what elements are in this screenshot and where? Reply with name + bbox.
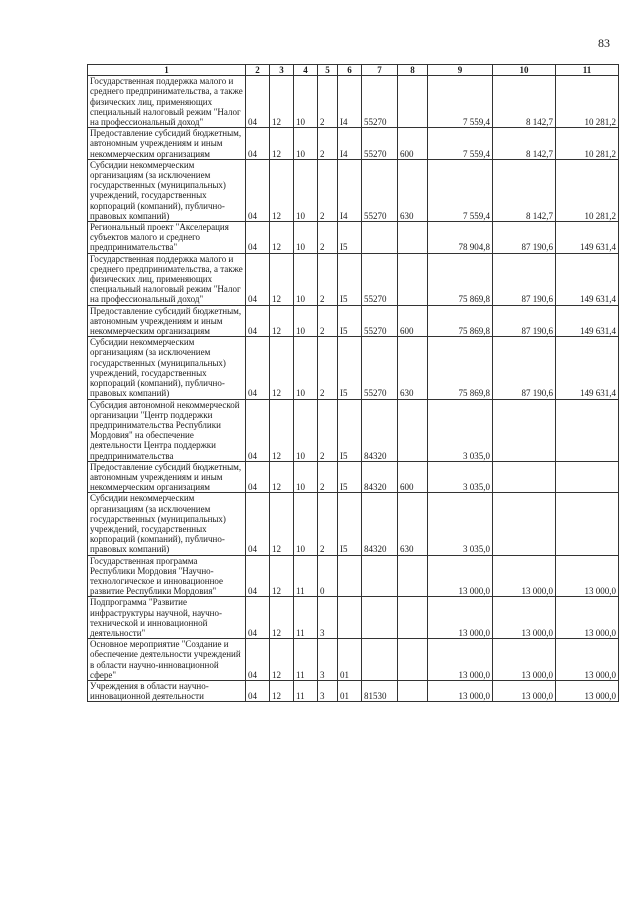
col-7-cell: 55270 xyxy=(362,305,398,337)
col-8-cell xyxy=(398,399,428,461)
col-2-cell: 04 xyxy=(246,493,270,555)
col-9-amount-cell: 7 559,4 xyxy=(428,128,493,160)
col-5-cell: 2 xyxy=(318,461,338,493)
column-header: 4 xyxy=(294,65,318,76)
col-8-cell xyxy=(398,555,428,597)
col-2-cell: 04 xyxy=(246,222,270,254)
col-8-cell xyxy=(398,253,428,305)
row-name-cell: Государственная поддержка малого и среднего предпринимательства, а также физических лиц, применяющих специальный налоговый режим "Налог на профессиональный доход" xyxy=(88,76,246,128)
col-4-cell: 10 xyxy=(294,305,318,337)
col-3-cell: 12 xyxy=(270,128,294,160)
table-row xyxy=(88,639,619,681)
col-5-cell: 3 xyxy=(318,639,338,681)
col-7-cell: 55270 xyxy=(362,337,398,399)
table-header-row xyxy=(88,65,619,76)
col-3-cell: 12 xyxy=(270,253,294,305)
col-2-cell: 04 xyxy=(246,461,270,493)
table-row xyxy=(88,305,619,337)
col-5-cell: 3 xyxy=(318,597,338,639)
col-6-cell: I5 xyxy=(338,305,362,337)
col-3-cell: 12 xyxy=(270,493,294,555)
col-10-amount-cell: 13 000,0 xyxy=(493,639,556,681)
col-10-amount-cell: 13 000,0 xyxy=(493,680,556,701)
row-name-cell: Подпрограмма "Развитие инфраструктуры научной, научно-технической и инновационной деятельности" xyxy=(88,597,246,639)
col-5-cell: 2 xyxy=(318,337,338,399)
col-11-amount-cell xyxy=(556,399,619,461)
col-5-cell: 3 xyxy=(318,680,338,701)
col-3-cell: 12 xyxy=(270,159,294,221)
row-name-cell: Государственная поддержка малого и среднего предпринимательства, а также физических лиц, применяющих специальный налоговый режим "Налог на профессиональный доход" xyxy=(88,253,246,305)
col-8-cell: 630 xyxy=(398,493,428,555)
col-2-cell: 04 xyxy=(246,159,270,221)
col-3-cell: 12 xyxy=(270,399,294,461)
col-7-cell xyxy=(362,597,398,639)
col-5-cell: 2 xyxy=(318,493,338,555)
col-11-amount-cell: 149 631,4 xyxy=(556,305,619,337)
col-10-amount-cell: 87 190,6 xyxy=(493,337,556,399)
column-header: 6 xyxy=(338,65,362,76)
col-5-cell: 2 xyxy=(318,399,338,461)
col-5-cell: 0 xyxy=(318,555,338,597)
col-4-cell: 11 xyxy=(294,597,318,639)
col-9-amount-cell: 78 904,8 xyxy=(428,222,493,254)
table-row xyxy=(88,253,619,305)
col-6-cell: I4 xyxy=(338,128,362,160)
col-10-amount-cell xyxy=(493,493,556,555)
row-name-cell: Региональный проект "Акселерация субъектов малого и среднего предпринимательства" xyxy=(88,222,246,254)
col-4-cell: 11 xyxy=(294,555,318,597)
col-2-cell: 04 xyxy=(246,399,270,461)
col-4-cell: 10 xyxy=(294,253,318,305)
col-10-amount-cell: 8 142,7 xyxy=(493,76,556,128)
col-3-cell: 12 xyxy=(270,305,294,337)
col-3-cell: 12 xyxy=(270,222,294,254)
col-11-amount-cell: 13 000,0 xyxy=(556,680,619,701)
col-7-cell xyxy=(362,222,398,254)
col-2-cell: 04 xyxy=(246,337,270,399)
col-3-cell: 12 xyxy=(270,337,294,399)
col-8-cell: 600 xyxy=(398,461,428,493)
col-7-cell xyxy=(362,639,398,681)
col-2-cell: 04 xyxy=(246,680,270,701)
col-9-amount-cell: 75 869,8 xyxy=(428,305,493,337)
col-10-amount-cell: 13 000,0 xyxy=(493,555,556,597)
col-6-cell xyxy=(338,555,362,597)
table-row xyxy=(88,461,619,493)
col-9-amount-cell: 13 000,0 xyxy=(428,639,493,681)
row-name-cell: Субсидии некоммерческим организациям (за исключением государственных (муниципальных) учреждений, государственных корпораций (компаний), публично-правовых компаний) xyxy=(88,493,246,555)
col-4-cell: 10 xyxy=(294,222,318,254)
col-5-cell: 2 xyxy=(318,253,338,305)
col-9-amount-cell: 7 559,4 xyxy=(428,159,493,221)
col-8-cell xyxy=(398,597,428,639)
row-name-cell: Субсидии некоммерческим организациям (за исключением государственных (муниципальных) учреждений, государственных корпораций (компаний), публично-правовых компаний) xyxy=(88,159,246,221)
column-header: 11 xyxy=(556,65,619,76)
col-2-cell: 04 xyxy=(246,555,270,597)
col-6-cell: I5 xyxy=(338,493,362,555)
col-11-amount-cell: 149 631,4 xyxy=(556,253,619,305)
col-7-cell: 55270 xyxy=(362,76,398,128)
table-row xyxy=(88,680,619,701)
col-9-amount-cell: 75 869,8 xyxy=(428,337,493,399)
col-6-cell: I5 xyxy=(338,222,362,254)
col-9-amount-cell: 3 035,0 xyxy=(428,399,493,461)
row-name-cell: Субсидии некоммерческим организациям (за исключением государственных (муниципальных) учреждений, государственных корпораций (компаний), публично-правовых компаний) xyxy=(88,337,246,399)
table-row xyxy=(88,128,619,160)
col-2-cell: 04 xyxy=(246,639,270,681)
col-9-amount-cell: 7 559,4 xyxy=(428,76,493,128)
col-3-cell: 12 xyxy=(270,680,294,701)
row-name-cell: Предоставление субсидий бюджетным, автономным учреждениям и иным некоммерческим организациям xyxy=(88,305,246,337)
table-row xyxy=(88,493,619,555)
col-9-amount-cell: 3 035,0 xyxy=(428,461,493,493)
col-9-amount-cell: 13 000,0 xyxy=(428,555,493,597)
row-name-cell: Предоставление субсидий бюджетным, автономным учреждениям и иным некоммерческим организациям xyxy=(88,128,246,160)
col-10-amount-cell: 87 190,6 xyxy=(493,305,556,337)
col-7-cell: 55270 xyxy=(362,128,398,160)
col-2-cell: 04 xyxy=(246,597,270,639)
col-2-cell: 04 xyxy=(246,253,270,305)
col-5-cell: 2 xyxy=(318,76,338,128)
col-2-cell: 04 xyxy=(246,128,270,160)
col-7-cell: 84320 xyxy=(362,461,398,493)
column-header: 7 xyxy=(362,65,398,76)
col-11-amount-cell xyxy=(556,493,619,555)
col-3-cell: 12 xyxy=(270,639,294,681)
col-2-cell: 04 xyxy=(246,305,270,337)
col-11-amount-cell: 10 281,2 xyxy=(556,128,619,160)
col-11-amount-cell xyxy=(556,461,619,493)
col-11-amount-cell: 13 000,0 xyxy=(556,597,619,639)
col-6-cell: 01 xyxy=(338,680,362,701)
col-8-cell xyxy=(398,222,428,254)
col-10-amount-cell xyxy=(493,461,556,493)
col-8-cell: 630 xyxy=(398,159,428,221)
col-5-cell: 2 xyxy=(318,128,338,160)
col-3-cell: 12 xyxy=(270,597,294,639)
col-6-cell: I5 xyxy=(338,253,362,305)
row-name-cell: Основное мероприятие "Создание и обеспечение деятельности учреждений в области научно-инновационной сфере" xyxy=(88,639,246,681)
column-header: 5 xyxy=(318,65,338,76)
col-7-cell: 55270 xyxy=(362,159,398,221)
col-10-amount-cell xyxy=(493,399,556,461)
col-11-amount-cell: 149 631,4 xyxy=(556,337,619,399)
col-8-cell xyxy=(398,76,428,128)
col-7-cell: 55270 xyxy=(362,253,398,305)
row-name-cell: Государственная программа Республики Мордовия "Научно-технологическое и инновационное развитие Республики Мордовия" xyxy=(88,555,246,597)
table-row xyxy=(88,76,619,128)
col-6-cell: I5 xyxy=(338,337,362,399)
col-11-amount-cell: 10 281,2 xyxy=(556,159,619,221)
col-4-cell: 10 xyxy=(294,159,318,221)
row-name-cell: Субсидия автономной некоммерческой организации "Центр поддержки предпринимательства Республики Мордовия" на обеспечение деятельности Центра поддержки предпринимательства xyxy=(88,399,246,461)
budget-table xyxy=(87,64,619,702)
table-body xyxy=(88,76,619,702)
col-4-cell: 10 xyxy=(294,128,318,160)
col-11-amount-cell: 13 000,0 xyxy=(556,555,619,597)
col-10-amount-cell: 87 190,6 xyxy=(493,222,556,254)
column-header: 2 xyxy=(246,65,270,76)
col-10-amount-cell: 8 142,7 xyxy=(493,128,556,160)
col-8-cell xyxy=(398,639,428,681)
table-row xyxy=(88,597,619,639)
table-row xyxy=(88,399,619,461)
col-9-amount-cell: 13 000,0 xyxy=(428,597,493,639)
col-6-cell: I5 xyxy=(338,399,362,461)
column-header: 3 xyxy=(270,65,294,76)
col-8-cell: 630 xyxy=(398,337,428,399)
col-6-cell: I5 xyxy=(338,461,362,493)
table-row xyxy=(88,555,619,597)
col-5-cell: 2 xyxy=(318,222,338,254)
column-header: 8 xyxy=(398,65,428,76)
col-8-cell: 600 xyxy=(398,128,428,160)
col-4-cell: 10 xyxy=(294,461,318,493)
col-4-cell: 10 xyxy=(294,337,318,399)
col-8-cell: 600 xyxy=(398,305,428,337)
col-11-amount-cell: 149 631,4 xyxy=(556,222,619,254)
col-8-cell xyxy=(398,680,428,701)
col-3-cell: 12 xyxy=(270,76,294,128)
col-6-cell: 01 xyxy=(338,639,362,681)
col-6-cell: I4 xyxy=(338,159,362,221)
col-9-amount-cell: 3 035,0 xyxy=(428,493,493,555)
table-row xyxy=(88,159,619,221)
col-10-amount-cell: 87 190,6 xyxy=(493,253,556,305)
col-7-cell: 84320 xyxy=(362,493,398,555)
col-5-cell: 2 xyxy=(318,305,338,337)
column-header: 9 xyxy=(428,65,493,76)
row-name-cell: Учреждения в области научно-инновационной деятельности xyxy=(88,680,246,701)
col-7-cell: 84320 xyxy=(362,399,398,461)
row-name-cell: Предоставление субсидий бюджетным, автономным учреждениям и иным некоммерческим организациям xyxy=(88,461,246,493)
col-2-cell: 04 xyxy=(246,76,270,128)
col-11-amount-cell: 10 281,2 xyxy=(556,76,619,128)
col-4-cell: 10 xyxy=(294,493,318,555)
table-row xyxy=(88,337,619,399)
col-6-cell: I4 xyxy=(338,76,362,128)
col-10-amount-cell: 13 000,0 xyxy=(493,597,556,639)
col-6-cell xyxy=(338,597,362,639)
col-7-cell xyxy=(362,555,398,597)
col-4-cell: 11 xyxy=(294,680,318,701)
column-header: 1 xyxy=(88,65,246,76)
col-3-cell: 12 xyxy=(270,461,294,493)
column-header: 10 xyxy=(493,65,556,76)
col-5-cell: 2 xyxy=(318,159,338,221)
col-4-cell: 11 xyxy=(294,639,318,681)
col-4-cell: 10 xyxy=(294,399,318,461)
col-9-amount-cell: 75 869,8 xyxy=(428,253,493,305)
col-3-cell: 12 xyxy=(270,555,294,597)
col-7-cell: 81530 xyxy=(362,680,398,701)
col-4-cell: 10 xyxy=(294,76,318,128)
col-10-amount-cell: 8 142,7 xyxy=(493,159,556,221)
table-row xyxy=(88,222,619,254)
col-9-amount-cell: 13 000,0 xyxy=(428,680,493,701)
col-11-amount-cell: 13 000,0 xyxy=(556,639,619,681)
page-number: 83 xyxy=(598,36,610,50)
